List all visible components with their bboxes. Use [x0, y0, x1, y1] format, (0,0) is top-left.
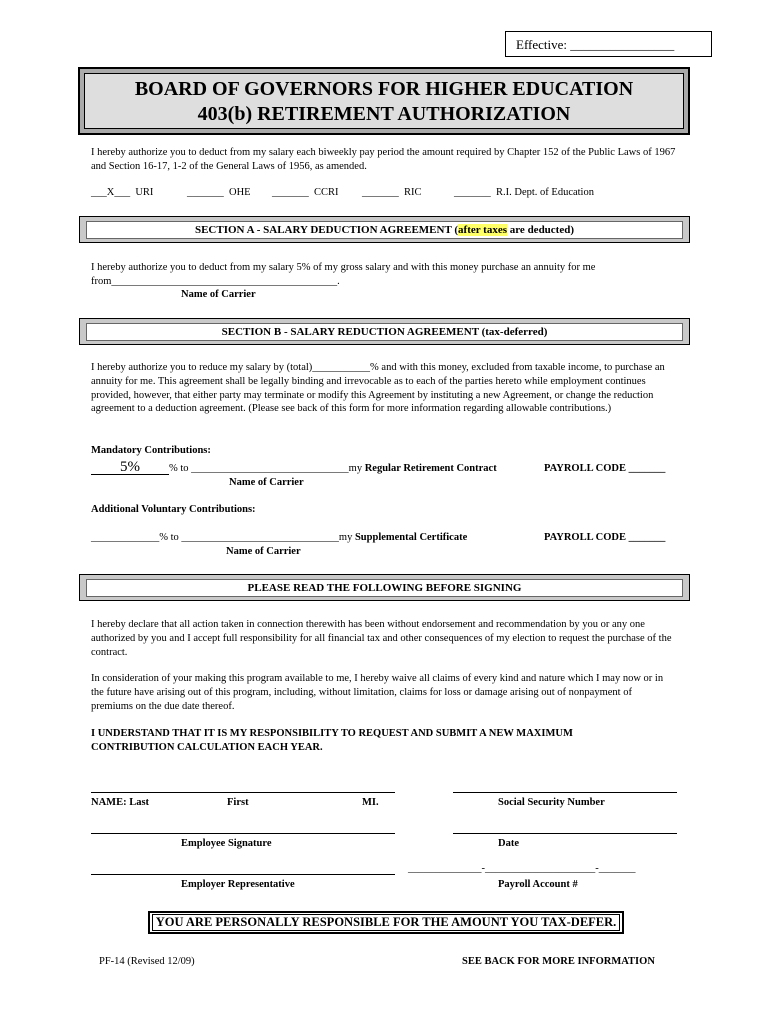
institution-ccri[interactable]: _______ CCRI: [272, 187, 339, 198]
institution-uri[interactable]: ___X___ URI: [91, 187, 154, 198]
section-a-carrier-field[interactable]: from___________________________________________.: [91, 275, 340, 287]
name-last-label: NAME: Last: [91, 797, 150, 808]
mandatory-carrier-field[interactable]: % to ______________________________: [169, 463, 349, 474]
payroll-account-field[interactable]: ______________-_____________________-_______: [408, 863, 636, 874]
name-first-label: First: [227, 797, 249, 808]
name-mi-label: MI.: [362, 797, 379, 808]
mandatory-contribution-row: 5% % to ______________________________my Regular Retirement Contract: [91, 460, 511, 476]
payroll-code-field-2[interactable]: PAYROLL CODE _______: [544, 532, 666, 543]
supplemental-certificate-label: Supplemental Certificate: [354, 532, 468, 543]
form-title-line2: 403(b) RETIREMENT AUTHORIZATION: [197, 103, 571, 125]
employee-signature-line[interactable]: [91, 833, 395, 834]
section-a-header: [79, 216, 690, 243]
mandatory-carrier-label: Name of Carrier: [229, 477, 304, 488]
see-back-notice: SEE BACK FOR MORE INFORMATION: [462, 956, 655, 967]
date-line[interactable]: [453, 833, 677, 834]
institution-ohe[interactable]: _______ OHE: [187, 187, 251, 198]
section-b-header: [79, 318, 690, 345]
payroll-code-field-1[interactable]: PAYROLL CODE _______: [544, 463, 666, 474]
mandatory-amount-field[interactable]: 5%: [91, 460, 169, 475]
employee-signature-label: Employee Signature: [181, 838, 272, 849]
employer-representative-line[interactable]: [91, 874, 395, 875]
ssn-label: Social Security Number: [498, 797, 605, 808]
date-label: Date: [498, 838, 519, 849]
form-title-box: [78, 67, 690, 135]
section-a-text: I hereby authorize you to deduct from my salary 5% of my gross salary and with this money purchase an annuity for me from___________________________________________.: [91, 261, 676, 289]
waiver-paragraph: In consideration of your making this program available to me, I hereby waive all claims of every kind and nature which I may now or in the future have arising out of this program, including, without limitation, claims for loss or damage arising out of nonpayment of premiums on the due date thereof.: [91, 673, 664, 712]
institution-ric[interactable]: _______ RIC: [362, 187, 422, 198]
additional-carrier-label: Name of Carrier: [226, 546, 301, 557]
responsibility-paragraph: I UNDERSTAND THAT IT IS MY RESPONSIBILITY TO REQUEST AND SUBMIT A NEW MAXIMUM CONTRIBUTION CALCULATION EACH YEAR.: [91, 728, 573, 753]
mandatory-contributions-label: Mandatory Contributions:: [91, 445, 211, 456]
tax-defer-notice: YOU ARE PERSONALLY RESPONSIBLE FOR THE AMOUNT YOU TAX-DEFER.: [148, 911, 624, 934]
additional-contribution-row: _____________% to ______________________________my Supplemental Certificate: [91, 532, 468, 543]
additional-contributions-label: Additional Voluntary Contributions:: [91, 504, 256, 515]
ssn-signature-line[interactable]: [453, 792, 677, 793]
read-before-signing-title: PLEASE READ THE FOLLOWING BEFORE SIGNING: [86, 579, 683, 597]
section-b-title: SECTION B - SALARY REDUCTION AGREEMENT (tax-deferred): [86, 323, 683, 341]
institution-row: [91, 186, 691, 200]
intro-paragraph: I hereby authorize you to deduct from my salary each biweekly pay period the amount required by Chapter 152 of the Public Laws of 1967 and Section 16-17, 1-2 of the General Laws of 1956, as amended.: [91, 147, 676, 172]
employer-representative-label: Employer Representative: [181, 879, 295, 890]
section-b-text: I hereby authorize you to reduce my salary by (total)___________% and with this money, excluded from taxable income, to purchase an annuity for me. This agreement shall be legally binding and irrevocable as to each of the parties hereto while employment continues provided, however, that either party may terminate or modify this Agreement by instituting a new Agreement, or change the reduction agreement to a deduction agreement. (Please see back of this form for more information regarding allowable contributions.): [91, 362, 665, 415]
section-a-carrier-label: Name of Carrier: [181, 289, 256, 300]
payroll-account-label: Payroll Account #: [498, 879, 578, 890]
effective-date-field[interactable]: Effective: ________________: [505, 31, 712, 57]
form-id: PF-14 (Revised 12/09): [99, 956, 195, 967]
form-title-line1: BOARD OF GOVERNORS FOR HIGHER EDUCATION: [134, 78, 634, 100]
section-a-title: SECTION A - SALARY DEDUCTION AGREEMENT (after taxes are deducted): [86, 221, 683, 239]
additional-amount-field[interactable]: _____________% to ______________________________: [91, 532, 339, 543]
institution-ri-dept-education[interactable]: _______ R.I. Dept. of Education: [454, 187, 594, 198]
name-signature-line[interactable]: [91, 792, 395, 793]
regular-retirement-contract-label: Regular Retirement Contract: [364, 463, 497, 474]
read-before-signing-header: [79, 574, 690, 601]
declaration-paragraph: I hereby declare that all action taken in connection therewith has been without endorsement and recommendation by you or any one authorized by you and I accept full responsibility for all financial tax and other consequences of my election to request the purchase of the contract.: [91, 619, 672, 658]
